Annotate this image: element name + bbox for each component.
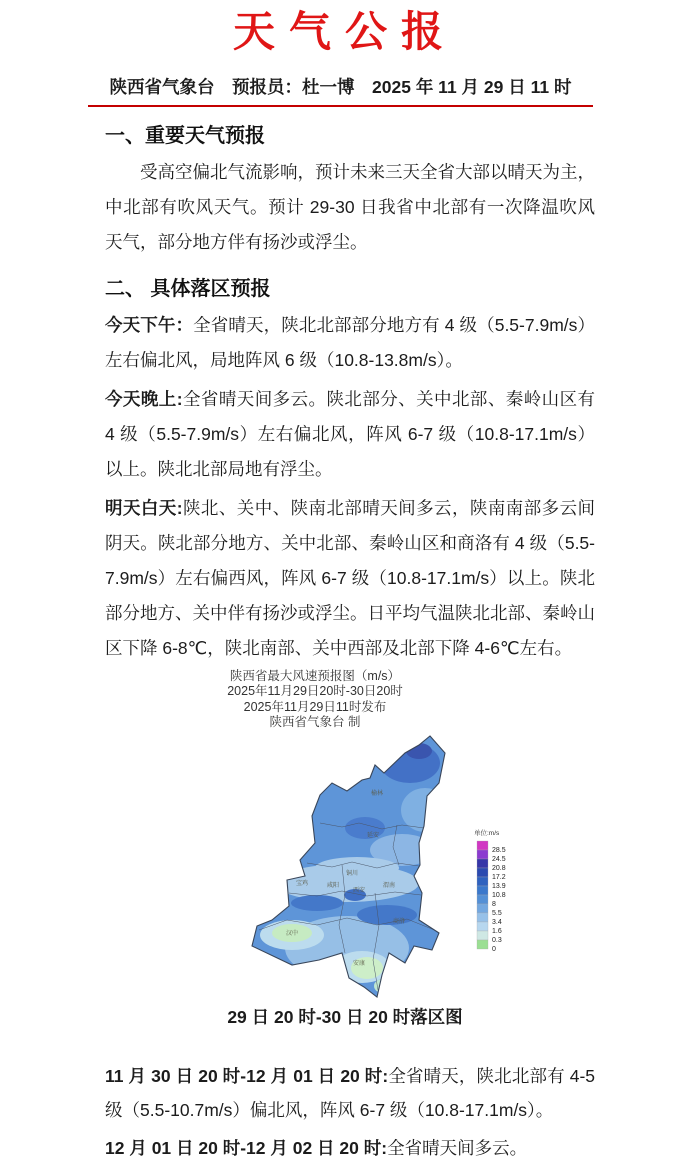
paragraph-text: 陕北、关中、陕南北部晴天间多云，陕南南部多云间阴天。陕北部分地方、关中北部、秦岭山区和商洛有 4 级（5.5-7.9m/s）左右偏西风，阵风 6-7 级（10.8-17.1m/s）以上。陕北部分地方、关中伴有扬沙或浮尘。日平均气温陕北北部、秦岭山区下降 6-8℃，陕北南部、关中西部及北部下降 4-6℃左右。 (105, 497, 596, 658)
legend-swatch (477, 841, 488, 850)
paragraph-text: 全省晴天，陕北北部有 4-5 级（5.5-10.7m/s）偏北风，阵风 6-7 级（10.8-17.1m/s）。 (105, 1065, 596, 1120)
legend-swatch (477, 886, 488, 895)
legend-tick: 24.5 (492, 855, 506, 863)
city-label: 咸阳 (326, 882, 340, 889)
legend-bar (477, 841, 488, 949)
page-title: 天气公报 (232, 10, 457, 56)
city-label: 商洛 (392, 918, 406, 925)
legend-swatch (477, 859, 488, 868)
legend-swatch (477, 877, 488, 886)
paragraph-this-afternoon (105, 308, 595, 378)
legend-tick: 28.5 (492, 846, 506, 854)
footer-forecasts (105, 1059, 595, 1165)
paragraph-tonight (105, 382, 595, 487)
section-heading-important-forecast: 一、重要天气预报 (105, 124, 265, 147)
map-title-line: 2025年11月29日20时-30日20时 (227, 684, 403, 699)
legend-tick: 20.8 (492, 864, 506, 872)
section-heading-detailed-forecast: 二、 具体落区预报 (105, 277, 271, 300)
legend-tick: 5.5 (492, 909, 502, 917)
legend-swatch (477, 931, 488, 940)
province-map (232, 733, 462, 1001)
legend-tick: 13.9 (492, 882, 506, 890)
city-label: 西安 (352, 887, 366, 894)
city-label: 汉中 (285, 930, 299, 937)
legend-swatch (477, 895, 488, 904)
main-body (105, 121, 595, 666)
city-label: 宝鸡 (295, 880, 309, 887)
legend-tick: 1.6 (492, 927, 502, 935)
legend-tick: 10.8 (492, 891, 506, 899)
paragraph-text: 全省晴天，陕北北部部分地方有 4 级（5.5-7.9m/s）左右偏北风，局地阵风 6 级（10.8-13.8m/s）。 (105, 314, 596, 370)
legend-swatch (477, 904, 488, 913)
legend-tick: 17.2 (492, 873, 506, 881)
paragraph-lead: 12 月 01 日 20 时-12 月 02 日 20 时: (105, 1137, 388, 1158)
legend-tick: 8 (492, 900, 496, 908)
paragraph-lead: 明天白天: (105, 497, 183, 518)
map-title-line: 陕西省最大风速预报图（m/s） (229, 668, 401, 683)
paragraph-lead: 今天晚上: (105, 388, 183, 409)
paragraph-text: 全省晴天间多云。 (387, 1137, 528, 1158)
legend-title: 单位:m/s (474, 829, 500, 837)
map-title-block (80, 669, 550, 731)
paragraph-nov30-dec01 (105, 1059, 595, 1127)
shaanxi-wind-map (0, 733, 690, 1001)
legend-swatch (477, 868, 488, 877)
paragraph-text: 全省晴天间多云。陕北部分、关中北部、秦岭山区有 4 级（5.5-7.9m/s）左右偏北风，阵风 6-7 级（10.8-17.1m/s）以上。陕北北部局地有浮尘。 (105, 388, 596, 479)
city-label: 渭南 (382, 882, 396, 889)
legend-swatch (477, 922, 488, 931)
legend-tick: 0.3 (492, 936, 502, 944)
city-label: 延安 (366, 832, 380, 839)
map-legend (474, 828, 506, 953)
paragraph-lead: 今天下午： (105, 314, 194, 335)
legend-tick: 3.4 (492, 918, 502, 926)
byline: 陕西省气象台 预报员：杜一博 2025 年 11 月 29 日 11 时 (88, 75, 593, 107)
legend-swatch (477, 850, 488, 859)
city-label: 安康 (352, 960, 366, 967)
city-label: 榆林 (370, 790, 384, 797)
paragraph-lead: 11 月 30 日 20 时-12 月 01 日 20 时: (105, 1065, 389, 1086)
map-title-line: 2025年11月29日11时发布 (243, 699, 387, 714)
paragraph-dec01-dec02 (105, 1131, 595, 1165)
legend-swatch (477, 940, 488, 949)
legend-tick: 0 (492, 945, 496, 953)
legend-swatch (477, 913, 488, 922)
map-title-line: 陕西省气象台 制 (269, 715, 361, 730)
wind-speed-map-figure (0, 669, 690, 1029)
paragraph-text: 受高空偏北气流影响，预计未来三天全省大部以晴天为主，中北部有吹风天气。预计 29-30 日我省中北部有一次降温吹风天气，部分地方伴有扬沙或浮尘。 (105, 161, 595, 252)
paragraph-important-forecast (105, 155, 595, 260)
city-label: 铜川 (345, 870, 359, 877)
map-caption: 29 日 20 时-30 日 20 时落区图 (227, 1006, 463, 1027)
paragraph-tomorrow-daytime (105, 491, 595, 666)
legend-ticks (492, 847, 506, 953)
